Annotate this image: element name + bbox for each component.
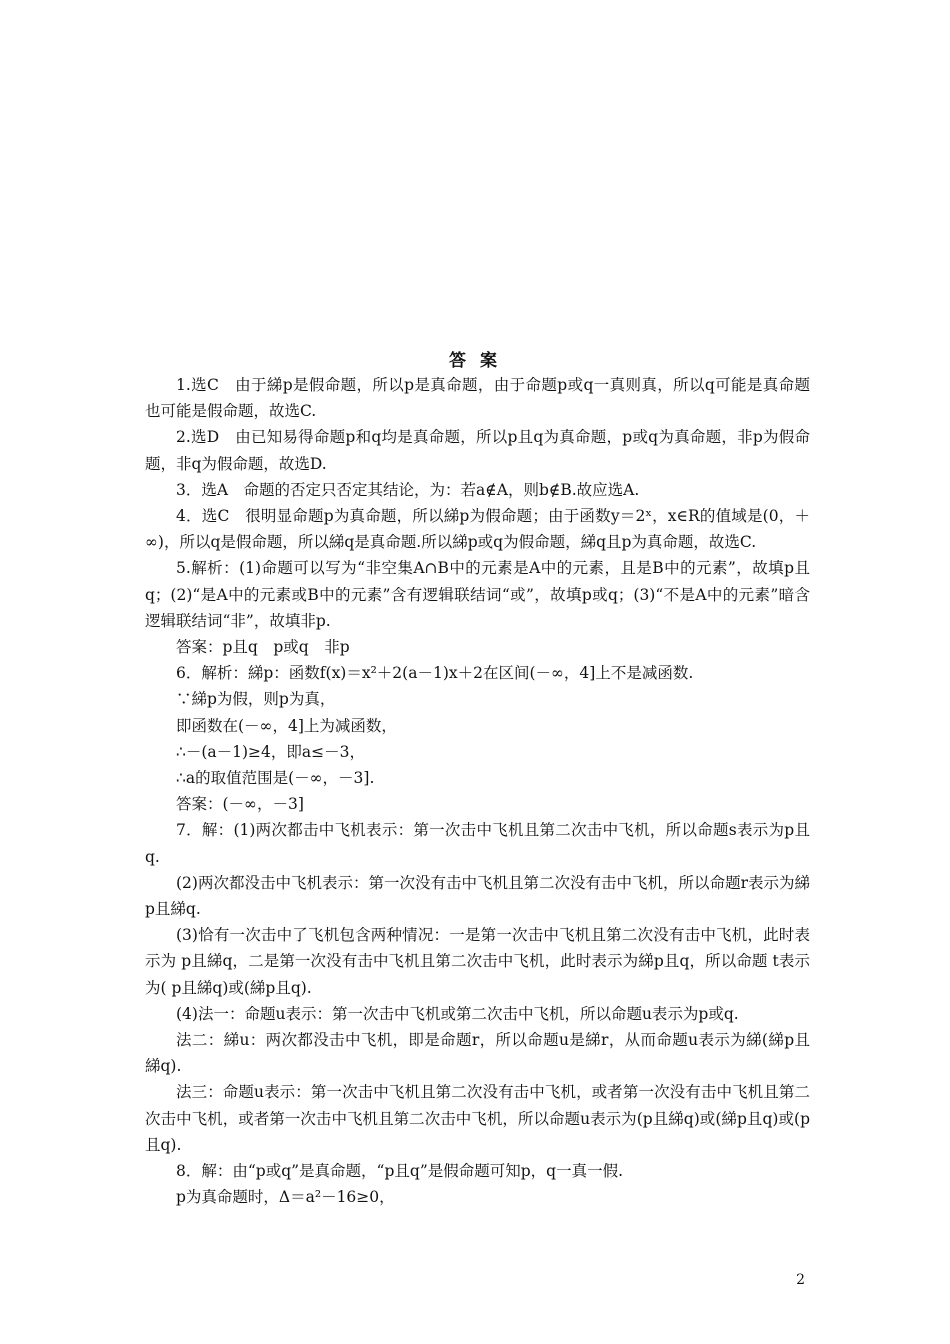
paragraph-q7-4-method1: (4)法一：命题u表示：第一次击中飞机或第二次击中飞机，所以命题u表示为p或q. bbox=[176, 1004, 739, 1023]
paragraph-q7-4-method2: 法二：綈u：两次都没击中飞机，即是命题r，所以命题u是綈r，从而命题u表示为綈(綈p且綈q). bbox=[145, 1031, 810, 1076]
paragraph-q6-step2: 即函数在(－∞，4]上为减函数， bbox=[176, 716, 397, 735]
paragraph-q8: 8．解：由“p或q”是真命题，“p且q”是假命题可知p，q一真一假. bbox=[176, 1162, 624, 1181]
paragraph-q3: 3．选A 命题的否定只否定其结论，为：若a∉A，则b∉B.故应选A. bbox=[176, 480, 640, 499]
paragraph-q1: 1.选C 由于綈p是假命题，所以p是真命题，由于命题p或q一真则真，所以q可能是真命题也可能是假命题，故选C. bbox=[145, 376, 810, 421]
paragraph-q7-2: (2)两次都没击中飞机表示：第一次没有击中飞机且第二次没有击中飞机，所以命题r表示为綈p且綈q. bbox=[145, 873, 810, 919]
paragraph-q6-answer: 答案：(－∞，－3] bbox=[176, 795, 304, 814]
answer-title: 答 案 bbox=[449, 351, 501, 371]
paragraph-q7-1: 7．解：(1)两次都击中飞机表示：第一次击中飞机且第二次击中飞机，所以命题s表示为p且q. bbox=[145, 821, 810, 866]
page-number: 2 bbox=[796, 1272, 805, 1288]
paragraph-q2: 2.选D 由已知易得命题p和q均是真命题，所以p且q为真命题，p或q为真命题，非p为假命题，非q为假命题，故选D. bbox=[145, 428, 810, 473]
paragraph-q6-step1: ∵綈p为假，则p为真， bbox=[176, 690, 336, 709]
paragraph-q5-answer: 答案：p且q p或q 非p bbox=[176, 638, 350, 657]
paragraph-q7-3: (3)恰有一次击中了飞机包含两种情况：一是第一次击中飞机且第二次没有击中飞机，此时表示为 p且綈q，二是第一次没有击中飞机且第二次击中飞机，此时表示为綈p且q，所以命题 t表示为( p且綈q)或(綈p且q). bbox=[145, 926, 810, 997]
paragraph-q6-step4: ∴a的取值范围是(－∞，－3]. bbox=[176, 769, 375, 788]
paragraph-q6: 6．解析：綈p：函数f(x)＝x²＋2(a－1)x＋2在区间(－∞，4]上不是减函数. bbox=[176, 664, 694, 683]
paragraph-q7-4-method3: 法三：命题u表示：第一次击中飞机且第二次没有击中飞机，或者第一次没有击中飞机且第二次击中飞机，或者第一次击中飞机且第二次击中飞机，所以命题u表示为(p且綈q)或(綈p且q)或(p且q). bbox=[145, 1083, 810, 1154]
answer-content bbox=[145, 372, 810, 1211]
paragraph-q5: 5.解析：(1)命题可以写为“非空集A∩B中的元素是A中的元素，且是B中的元素”，故填p且q；(2)“是A中的元素或B中的元素”含有逻辑联结词“或”，故填p或q；(3)“不是A中的元素”暗含逻辑联结词“非”，故填非p. bbox=[145, 559, 810, 630]
paragraph-q4: 4．选C 很明显命题p为真命题，所以綈p为假命题；由于函数y＝2ˣ，x∈R的值域是(0，＋∞)，所以q是假命题，所以綈q是真命题.所以綈p或q为假命题，綈q且p为真命题，故选C. bbox=[145, 507, 810, 552]
paragraph-q6-step3: ∴－(a－1)≥4，即a≤－3， bbox=[176, 742, 365, 761]
paragraph-q8-step1: p为真命题时，Δ＝a²－16≥0， bbox=[176, 1188, 395, 1207]
